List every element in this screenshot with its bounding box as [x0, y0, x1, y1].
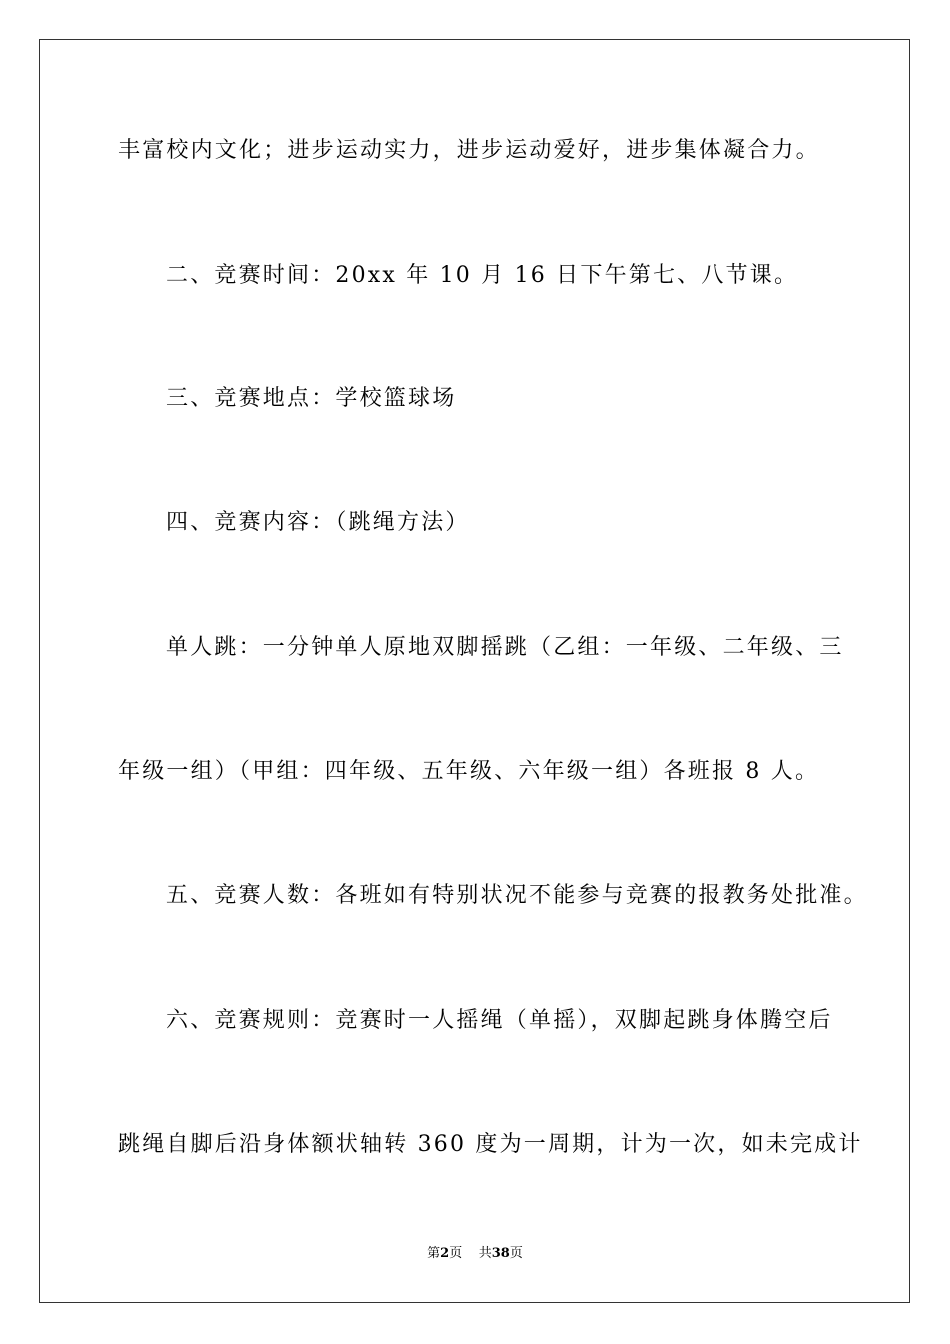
- paragraph-line-7: 五、竞赛人数：各班如有特别状况不能参与竞赛的报教务处批准。: [166, 883, 868, 908]
- footer-total-suffix: 页: [509, 1246, 523, 1261]
- footer-page-number: 2: [440, 1246, 450, 1261]
- footer-page-suffix: 页: [449, 1246, 463, 1261]
- paragraph-line-2: 二、竞赛时间：20xx 年 10 月 16 日下午第七、八节课。: [166, 263, 799, 288]
- paragraph-line-8: 六、竞赛规则：竞赛时一人摇绳（单摇），双脚起跳身体腾空后: [166, 1008, 833, 1033]
- paragraph-line-9: 跳绳自脚后沿身体额状轴转 360 度为一周期，计为一次，如未完成计: [118, 1132, 863, 1157]
- paragraph-line-1: 丰富校内文化；进步运动实力，进步运动爱好，进步集体凝合力。: [118, 138, 820, 163]
- paragraph-line-6: 年级一组）（甲组：四年级、五年级、六年级一组）各班报 8 人。: [118, 759, 820, 784]
- footer-total-pages: 38: [491, 1246, 510, 1261]
- page-border: [39, 39, 910, 1303]
- paragraph-line-5: 单人跳：一分钟单人原地双脚摇跳（乙组：一年级、二年级、三: [166, 635, 844, 660]
- footer-page-prefix: 第: [427, 1246, 441, 1261]
- footer-total-prefix: 共: [478, 1246, 492, 1261]
- paragraph-line-4: 四、竞赛内容：（跳绳方法）: [166, 510, 470, 535]
- page-footer: [0, 1245, 950, 1263]
- paragraph-line-3: 三、竞赛地点：学校篮球场: [166, 386, 457, 411]
